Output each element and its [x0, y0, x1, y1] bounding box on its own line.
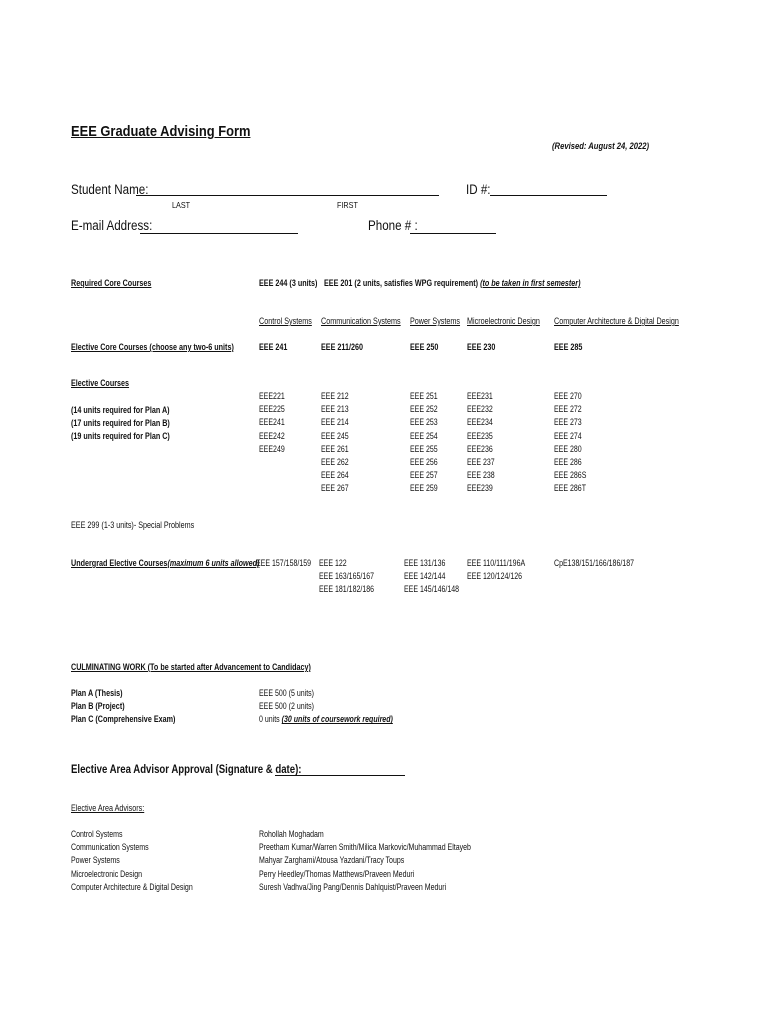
- course-item: EEE 286S: [554, 470, 587, 481]
- course-item: EEE 267: [321, 483, 349, 494]
- course-item: EEE 272: [554, 404, 582, 415]
- advisor-approval-label: Elective Area Advisor Approval (Signature & date):: [71, 762, 302, 776]
- course-item: EEE 259: [410, 483, 438, 494]
- course-item: EEE 270: [554, 391, 582, 401]
- advisor-names: [259, 828, 471, 894]
- advisor-name: Perry Heedley/Thomas Matthews/Praveen Meduri: [259, 868, 415, 879]
- course-item: EEE 251: [410, 391, 438, 401]
- undergrad-micro: [467, 557, 525, 583]
- first-name-label: FIRST: [337, 200, 358, 210]
- course-item: EEE232: [467, 404, 493, 415]
- elective-core-communication: EEE 211/260: [321, 342, 364, 352]
- course-item: EEE241: [259, 417, 285, 428]
- elective-core-control: EEE 241: [259, 342, 288, 352]
- course-item: EEE 255: [410, 443, 438, 454]
- plan-b-project: Plan B (Project): [71, 701, 125, 712]
- course-item: EEE 142/144: [404, 571, 446, 582]
- email-field[interactable]: [140, 233, 298, 234]
- plan-unit-requirements: [71, 404, 170, 444]
- elective-list-micro: [467, 390, 495, 496]
- plan-a-units-value: EEE 500 (5 units): [259, 688, 315, 698]
- undergrad-label-text: Undergrad Elective Courses: [71, 558, 168, 568]
- required-course-201-text: EEE 201 (2 units, satisfies WPG requirement): [324, 278, 479, 288]
- undergrad-communication: [319, 557, 374, 597]
- undergrad-power: [404, 557, 459, 597]
- course-item: EEE249: [259, 443, 285, 454]
- elective-core-micro: EEE 230: [467, 342, 496, 352]
- student-name-field[interactable]: [136, 195, 439, 196]
- course-item: EEE 181/182/186: [319, 584, 375, 595]
- advisor-name: Mahyar Zarghami/Atousa Yazdani/Tracy Toups: [259, 855, 405, 866]
- last-name-label: LAST: [172, 200, 191, 210]
- course-item: EEE 254: [410, 430, 438, 441]
- student-name-label: Student Name:: [71, 182, 149, 197]
- elective-list-communication: [321, 390, 349, 496]
- advisor-name: Suresh Vadhva/Jing Pang/Dennis Dahlquist/Praveen Meduri: [259, 881, 447, 892]
- course-item: EEE 253: [410, 417, 438, 428]
- phone-label: Phone # :: [368, 218, 418, 233]
- course-item: EEE 273: [554, 417, 582, 428]
- plan-b-units-value: EEE 500 (2 units): [259, 701, 315, 712]
- course-item: EEE236: [467, 443, 493, 454]
- course-item: EEE 286: [554, 457, 582, 468]
- culminating-plans: [71, 687, 175, 727]
- course-item: EEE 261: [321, 443, 349, 454]
- course-item: EEE 280: [554, 443, 582, 454]
- course-item: EEE221: [259, 391, 285, 401]
- special-problems: EEE 299 (1-3 units)- Special Problems: [71, 520, 195, 530]
- area-header-control: Control Systems: [259, 316, 312, 326]
- elective-core-label: Elective Core Courses (choose any two-6 units): [71, 342, 234, 352]
- course-item: EEE 286T: [554, 483, 587, 494]
- required-course-201: [324, 278, 581, 288]
- required-course-201-note: (to be taken in first semester): [480, 278, 581, 288]
- elective-courses-label: Elective Courses: [71, 378, 130, 388]
- course-item: EEE225: [259, 404, 285, 415]
- elective-core-power: EEE 250: [410, 342, 439, 352]
- course-item: EEE 274: [554, 430, 582, 441]
- course-item: EEE 213: [321, 404, 349, 415]
- undergrad-electives-label: [71, 558, 259, 568]
- area-header-power: Power Systems: [410, 316, 461, 326]
- advisor-area: Control Systems: [71, 829, 123, 839]
- elective-list-comp: [554, 390, 586, 496]
- plan-a-units: (14 units required for Plan A): [71, 405, 170, 415]
- id-label: ID #:: [466, 182, 491, 197]
- elective-core-comp: EEE 285: [554, 342, 583, 352]
- course-item: EEE 238: [467, 470, 495, 481]
- plan-c-units-value: [259, 713, 393, 726]
- course-item: EEE 245: [321, 430, 349, 441]
- course-item: EEE 237: [467, 457, 495, 468]
- elective-list-control: [259, 390, 285, 456]
- culminating-units: [259, 687, 393, 727]
- plan-c-units: (19 units required for Plan C): [71, 431, 170, 442]
- advisor-name: Rohollah Moghadam: [259, 829, 324, 839]
- advisor-area: Computer Architecture & Digital Design: [71, 881, 193, 892]
- course-item: EEE 212: [321, 391, 349, 401]
- course-item: EEE242: [259, 430, 285, 441]
- course-item: EEE235: [467, 430, 493, 441]
- undergrad-comp: CpE138/151/166/186/187: [554, 558, 635, 568]
- advisor-area: Power Systems: [71, 855, 120, 866]
- area-header-microelectronic: Microelectronic Design: [467, 316, 540, 326]
- required-course-244: EEE 244 (3 units): [259, 278, 318, 288]
- elective-list-power: [410, 390, 438, 496]
- course-item: EEE239: [467, 483, 493, 494]
- advisor-areas: [71, 828, 193, 894]
- course-item: EEE 252: [410, 404, 438, 415]
- plan-a-thesis: Plan A (Thesis): [71, 688, 123, 698]
- phone-field[interactable]: [410, 233, 496, 234]
- advisor-area: Communication Systems: [71, 842, 149, 853]
- course-item: EEE 256: [410, 457, 438, 468]
- advisor-name: Preetham Kumar/Warren Smith/Milica Markovic/Muhammad Eltayeb: [259, 842, 471, 853]
- required-core-label: Required Core Courses: [71, 278, 152, 288]
- email-label: E-mail Address:: [71, 218, 153, 233]
- plan-c-units-note: (30 units of coursework required): [281, 714, 393, 725]
- course-item: EEE 110/111/196A: [467, 558, 526, 568]
- plan-c-units-text: 0 units: [259, 714, 280, 725]
- course-item: EEE 257: [410, 470, 438, 481]
- course-item: EEE 262: [321, 457, 349, 468]
- area-header-computer-arch: Computer Architecture & Digital Design: [554, 316, 679, 326]
- advisor-signature-field[interactable]: [275, 775, 405, 776]
- advisor-area: Microelectronic Design: [71, 868, 143, 879]
- plan-b-units: (17 units required for Plan B): [71, 418, 170, 429]
- area-header-communication: Communication Systems: [321, 316, 401, 326]
- id-field[interactable]: [490, 195, 607, 196]
- revised-date: (Revised: August 24, 2022): [552, 141, 650, 151]
- course-item: EEE231: [467, 391, 493, 401]
- advisors-label: Elective Area Advisors:: [71, 803, 145, 813]
- course-item: EEE 131/136: [404, 558, 446, 568]
- plan-c-exam: Plan C (Comprehensive Exam): [71, 714, 176, 725]
- culminating-work-label: CULMINATING WORK (To be started after Advancement to Candidacy): [71, 662, 311, 672]
- form-title: EEE Graduate Advising Form: [71, 123, 251, 140]
- undergrad-control: EEE 157/158/159: [256, 558, 312, 568]
- course-item: EEE 163/165/167: [319, 571, 375, 582]
- course-item: EEE 122: [319, 558, 347, 568]
- course-item: EEE 145/146/148: [404, 584, 460, 595]
- undergrad-label-note: (maximum 6 units allowed): [167, 558, 260, 568]
- course-item: EEE 214: [321, 417, 349, 428]
- course-item: EEE234: [467, 417, 493, 428]
- course-item: EEE 264: [321, 470, 349, 481]
- course-item: EEE 120/124/126: [467, 571, 523, 582]
